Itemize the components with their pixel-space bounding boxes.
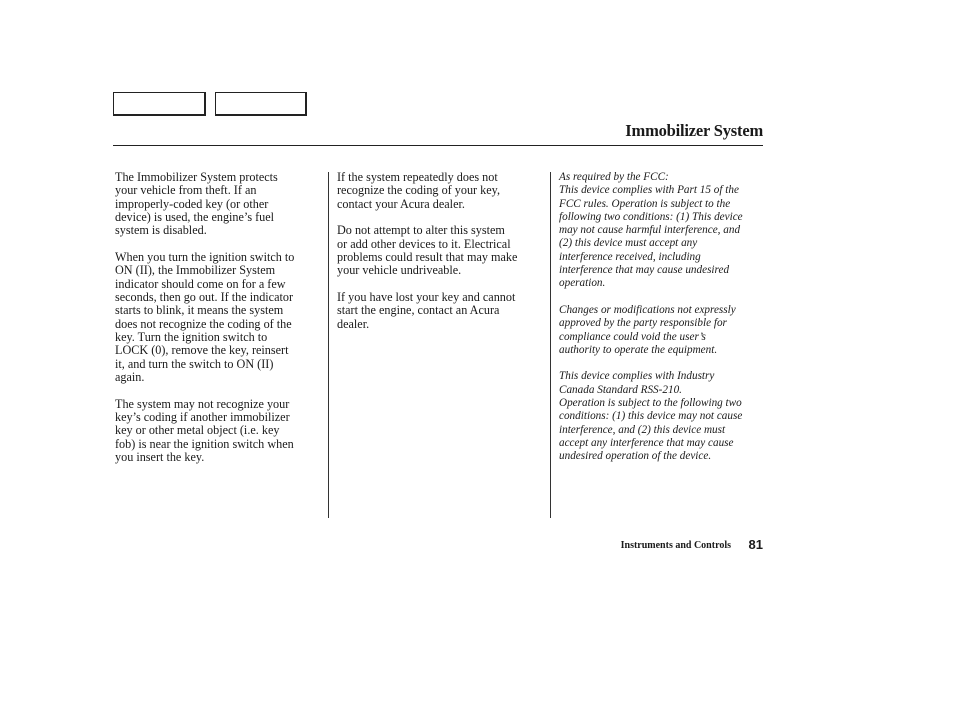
column-divider	[328, 172, 329, 518]
fcc-notice-column	[559, 171, 767, 477]
paragraph: As required by the FCC: This device complies with Part 15 of the FCC rules. Operation is subject to the following two conditions: (1) This device may not cause harmful interference, and (2) this device must accept any interference received, including interference that may cause undesired operation.	[559, 171, 743, 290]
paragraph: When you turn the ignition switch to ON (II), the Immobilizer System indicator should come on for a few seconds, then go out. If the indicator starts to blink, it means the system does not recognize the coding of the key. Turn the ignition switch to LOCK (0), remove the key, reinsert it, and turn the switch to ON (II) again.	[115, 250, 295, 385]
paragraph: The Immobilizer System protects your vehicle from theft. If an improperly-coded key (or other device) is used, the engine’s fuel system is disabled.	[115, 170, 278, 238]
paragraph: If you have lost your key and cannot start the engine, contact an Acura dealer.	[337, 290, 516, 331]
paragraph: The system may not recognize your key’s coding if another immobilizer key or other metal object (i.e. key fob) is near the ignition switch when you insert the key.	[115, 396, 294, 465]
paragraph: Changes or modifications not expressly approved by the party responsible for compliance could void the user’s authority to operate the equipment.	[559, 303, 736, 356]
page-number: 81	[748, 537, 763, 552]
column-divider	[550, 172, 551, 518]
next-page-button[interactable]	[215, 92, 307, 116]
previous-page-button[interactable]	[113, 92, 206, 116]
page-title: Immobilizer System	[625, 121, 763, 140]
text-column-1	[115, 171, 323, 478]
title-divider	[113, 145, 763, 146]
text-column-2	[337, 171, 545, 344]
paragraph: Do not attempt to alter this system or add other devices to it. Electrical problems could result that may make your vehicle undriveable.	[337, 223, 518, 278]
paragraph: If the system repeatedly does not recognize the coding of your key, contact your Acura dealer.	[337, 170, 501, 211]
paragraph: This device complies with Industry Canada Standard RSS-210. Operation is subject to the following two conditions: (1) this device may not cause interference, and (2) this device must accept any interference that may cause undesired operation of the device.	[559, 370, 743, 463]
footer-section-title: Instruments and Controls	[620, 540, 731, 551]
